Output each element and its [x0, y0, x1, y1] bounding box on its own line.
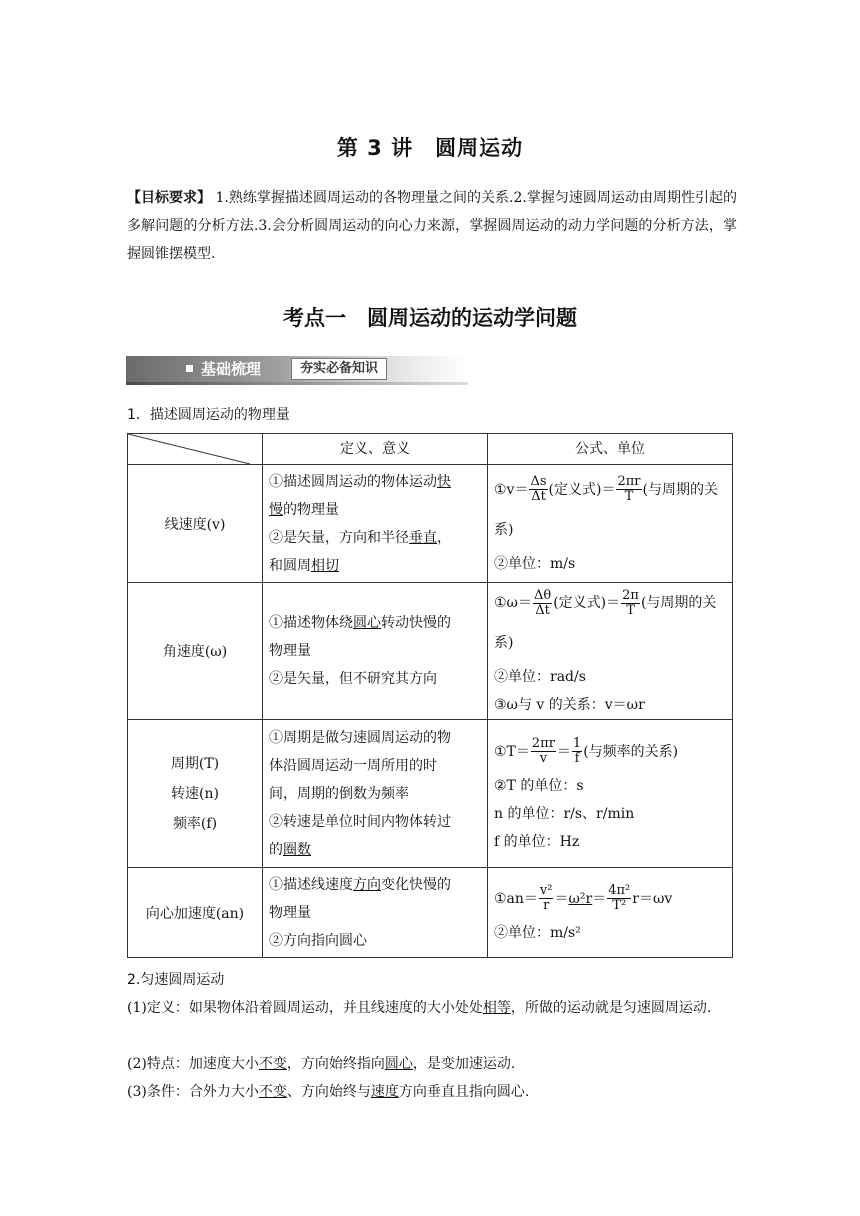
table-row — [128, 583, 733, 720]
subsection-heading-2: 2.匀速圆周运动 — [127, 972, 225, 988]
fraction: $\frac{\text{4π²}}{\text{T²}}$ — [608, 883, 631, 913]
formula-line: ①ω＝ $\frac{\Delta\theta}{\Delta t}$ (定义式)＝ $\frac{2\pi}{T}$ (与周期的关系) — [494, 587, 717, 651]
unit-line: n 的单位：r/s、r/min — [494, 805, 635, 822]
banner-label-left: 基础梳理 — [201, 360, 262, 378]
formula-line: ①v＝ $\frac{\Delta s}{\Delta t}$ (定义式)＝ $\frac{2\pi r}{T}$ (与周期的关系) — [494, 474, 718, 538]
unit-line: ②T 的单位：s — [494, 777, 584, 794]
paragraph-conditions: (3)条件：合外力大小不变、方向始终与速度方向垂直且指向圆心. — [127, 1084, 530, 1100]
paragraph-definition: (1)定义：如果物体沿着圆周运动，并且线速度的大小处处相等，所做的运动就是匀速圆周运动. — [127, 1000, 712, 1016]
formula-cell — [488, 465, 733, 583]
page-title: 第 3 讲 圆周运动 — [336, 136, 524, 160]
formula-cell — [488, 868, 733, 958]
table-row — [128, 465, 733, 583]
quantity-name: 向心加速度(an) — [128, 868, 263, 958]
header-definition: 定义、意义 — [263, 434, 488, 465]
fraction: $\frac{\Delta s}{\Delta t}$ — [530, 474, 547, 504]
goals-label: 【目标要求】 — [127, 190, 212, 206]
quantities-table — [127, 433, 733, 958]
fraction: $\frac{2\pi}{T}$ — [622, 587, 639, 618]
table-row — [128, 868, 733, 958]
definition-cell: ①周期是做匀速圆周运动的物 体沿圆周运动一周所用的时 间，周期的倒数为频率 ②转速是单位时间内物体转过 的圈数 — [263, 720, 488, 868]
unit-line: ②单位：m/s — [494, 555, 576, 572]
table-row — [128, 720, 733, 868]
section-title: 考点一 圆周运动的运动学问题 — [283, 306, 577, 330]
fraction: $\frac{2\pi r}{T}$ — [617, 474, 641, 504]
quantity-name: 周期(T) 转速(n) 频率(f) — [128, 720, 263, 868]
banner-underline — [126, 382, 468, 385]
formula-cell — [488, 720, 733, 868]
fraction: $\frac{1}{f}$ — [572, 736, 582, 766]
paragraph-features: (2)特点：加速度大小不变，方向始终指向圆心，是变加速运动. — [127, 1056, 516, 1072]
fraction: $\frac{\text{v²}}{r}$ — [539, 883, 553, 913]
formula-line: ①T＝ $\frac{2\pi r}{v}$ ＝ $\frac{1}{f}$ (与频率的关系) — [494, 736, 679, 766]
definition-cell: ①描述物体绕圆心转动快慢的 物理量 ②是矢量，但不研究其方向 — [263, 583, 488, 720]
quantity-name: 角速度(ω) — [128, 583, 263, 720]
quantity-name: 线速度(v) — [128, 465, 263, 583]
table-header-row — [128, 434, 733, 465]
definition-cell: ①描述线速度方向变化快慢的 物理量 ②方向指向圆心 — [263, 868, 488, 958]
section-banner — [126, 356, 468, 385]
unit-line: ②单位：m/s² — [494, 924, 581, 941]
fraction: $\frac{\Delta\theta}{\Delta t}$ — [533, 587, 552, 618]
subsection-heading-1: 1．描述圆周运动的物理量 — [127, 407, 290, 423]
goals-text: 1.熟练掌握描述圆周运动的各物理量之间的关系.2.掌握匀速圆周运动由周期性引起的多解问题的分析方法.3.会分析圆周运动的向心力来源，掌握圆周运动的动力学问题的分析方法，掌握圆锥摆模型. — [127, 190, 737, 262]
unit-line: f 的单位：Hz — [494, 833, 580, 850]
unit-line: ②单位：rad/s — [494, 669, 586, 685]
header-formula: 公式、单位 — [488, 434, 733, 465]
diagonal-header-cell — [128, 434, 263, 465]
formula-line: ①an＝ $\frac{\text{v²}}{r}$ ＝ω²r＝ $\frac{\text{4π²}}{\text{T²}}$ r＝ωv — [494, 883, 673, 913]
banner-label-right: 夯实必备知识 — [291, 358, 387, 380]
square-bullet-icon — [186, 365, 193, 372]
diagonal-line — [128, 434, 250, 464]
learning-goals — [127, 184, 737, 268]
fraction: $\frac{2\pi r}{v}$ — [531, 736, 555, 766]
formula-cell — [488, 583, 733, 720]
definition-cell: ①描述圆周运动的物体运动快 慢的物理量 ②是矢量，方向和半径垂直， 和圆周相切 — [263, 465, 488, 583]
relation-line: ③ω与 v 的关系：v＝ωr — [494, 697, 645, 713]
